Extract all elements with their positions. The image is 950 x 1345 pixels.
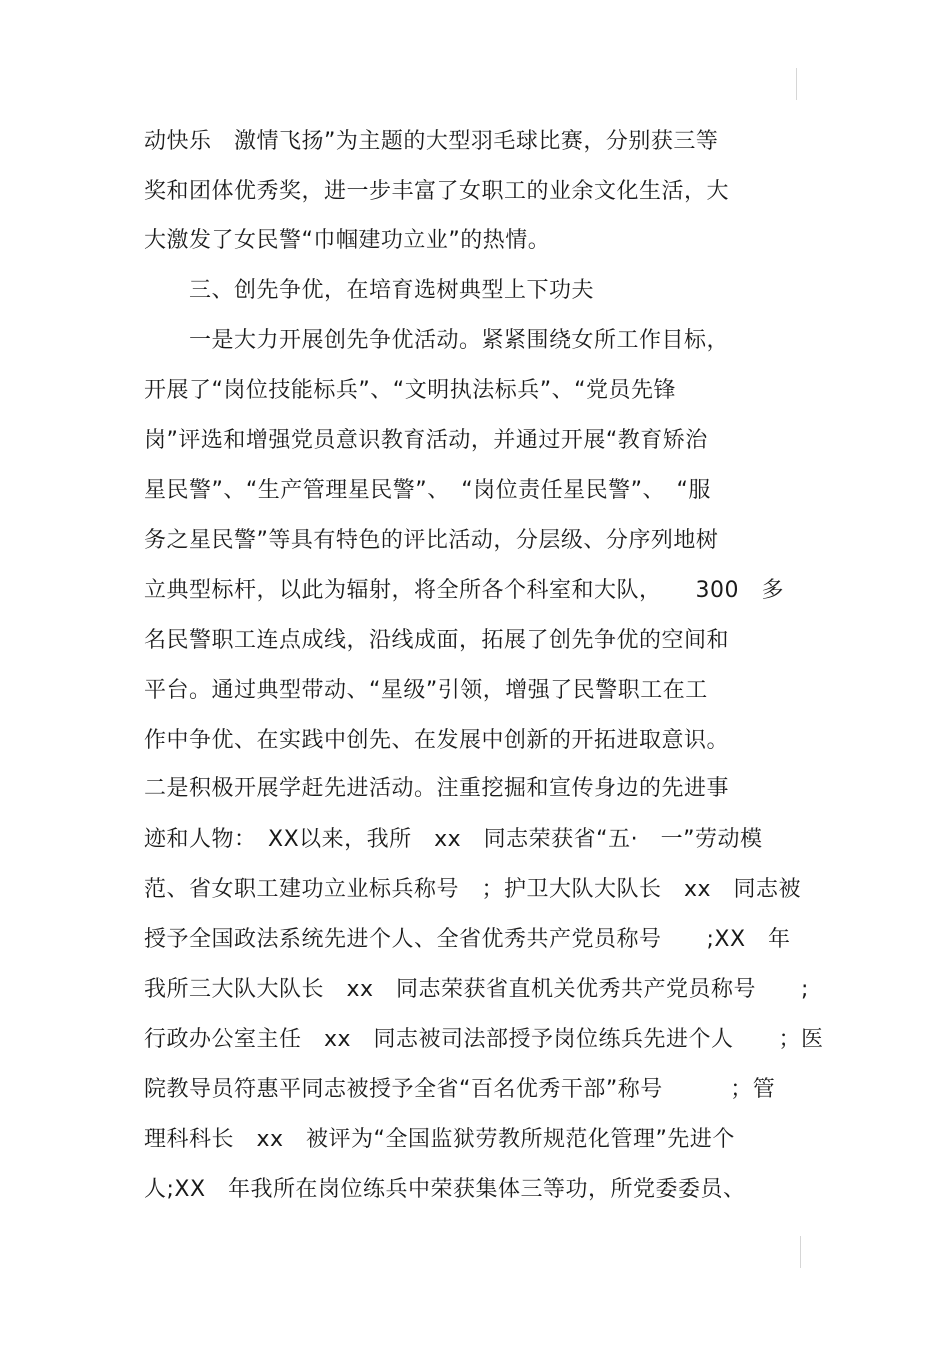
text-line-8: 星民警”、“生产管理星民警”、 “岗位责任星民警”、 “服 — [144, 478, 711, 503]
text-line-11: 名民警职工连点成线，沿线成面，拓展了创先争优的空间和 — [144, 628, 730, 653]
text-line-15: 迹和人物： XX以来，我所 xx 同志荣获省“五· 一”劳动模 — [144, 827, 763, 852]
text-line-12: 平台。通过典型带动、“星级”引领，增强了民警职工在工 — [144, 678, 708, 703]
text-line-21: 理科科长 xx 被评为“全国监狱劳教所规范化管理”先进个 — [144, 1127, 735, 1152]
page-corner-mark-top — [796, 68, 797, 100]
page-corner-mark-bottom — [800, 1236, 801, 1268]
text-line-13: 作中争优、在实践中创先、在发展中创新的开拓进取意识。 — [144, 728, 730, 753]
text-line-18: 我所三大队大队长 xx 同志荣获省直机关优秀共产党员称号 ; — [144, 977, 809, 1002]
text-line-22: 人;XX 年我所在岗位练兵中荣获集体三等功，所党委委员、 — [144, 1177, 746, 1202]
text-line-1: 动快乐 激情飞扬”为主题的大型羽毛球比赛，分别获三等 — [144, 129, 719, 154]
text-line-5: 一是大力开展创先争优活动。紧紧围绕女所工作目标， — [144, 328, 730, 353]
text-line-9: 务之星民警”等具有特色的评比活动，分层级、分序列地树 — [144, 528, 719, 553]
section-heading: 三、创先争优，在培育选树典型上下功夫 — [144, 278, 595, 303]
text-line-2: 奖和团体优秀奖，进一步丰富了女职工的业余文化生活，大 — [144, 179, 730, 204]
text-line-16: 范、省女职工建功立业标兵称号 ；护卫大队大队长 xx 同志被 — [144, 877, 802, 902]
text-line-19: 行政办公室主任 xx 同志被司法部授予岗位练兵先进个人 ；医 — [144, 1027, 824, 1052]
text-line-6: 开展了“岗位技能标兵”、“文明执法标兵”、“党员先锋 — [144, 378, 676, 403]
text-line-3: 大激发了女民警“巾帼建功立业”的热情。 — [144, 228, 551, 253]
text-line-14: 二是积极开展学赶先进活动。注重挖掘和宣传身边的先进事 — [144, 776, 730, 801]
text-line-10: 立典型标杆，以此为辐射，将全所各个科室和大队， 300 多 — [144, 578, 784, 603]
text-line-17: 授予全国政法系统先进个人、全省优秀共产党员称号 ;XX 年 — [144, 927, 791, 952]
text-line-7: 岗”评选和增强党员意识教育活动，并通过开展“教育矫治 — [144, 428, 708, 453]
text-line-20: 院教导员符惠平同志被授予全省“百名优秀干部”称号 ；管 — [144, 1077, 776, 1102]
